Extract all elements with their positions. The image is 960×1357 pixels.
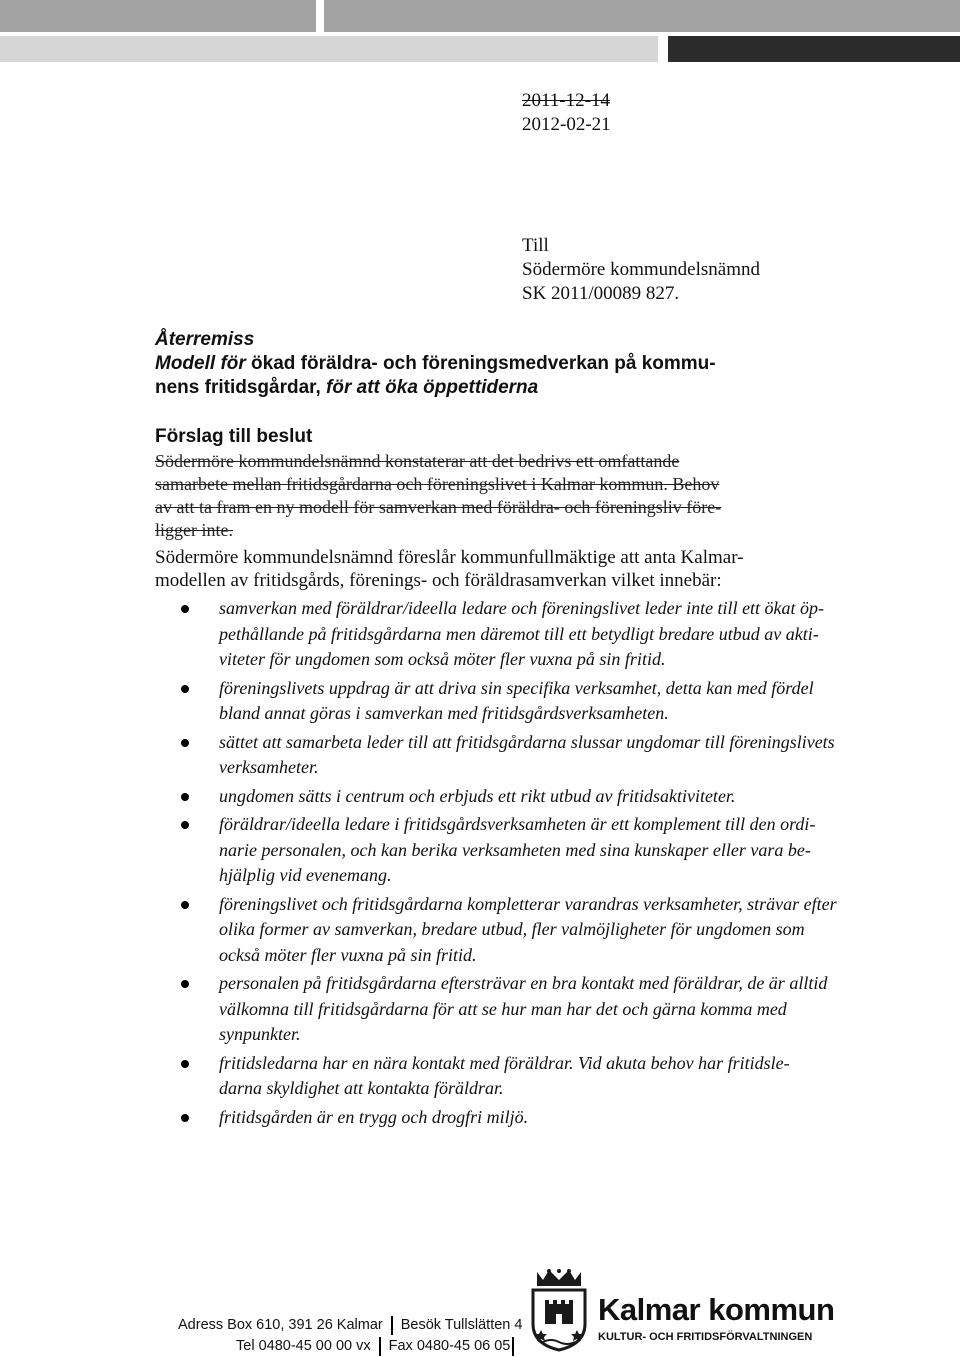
footer-contact: [178, 1315, 522, 1357]
footer-phone: Tel 0480-45 00 00 vx: [236, 1338, 371, 1354]
footer-row-2: [178, 1336, 522, 1357]
bullet-icon: [181, 793, 189, 801]
footer-address: Adress Box 610, 391 26 Kalmar: [178, 1317, 383, 1333]
list-item: föreningslivets uppdrag är att driva sin specifika verksamhet, detta kan med fördel bland annat göras i samverkan med fritidsgårdsverksamheten.: [155, 676, 825, 727]
bullet-icon: [181, 685, 189, 693]
bullet-icon: [181, 1114, 189, 1122]
list-item: ungdomen sätts i centrum och erbjuds ett rikt utbud av fritidsaktiviteter.: [155, 784, 825, 810]
list-item: föräldrar/ideella ledare i fritidsgårdsverksamheten är ett komplement till den ordi- narie personalen, och kan berika verksamheten med sina kunskaper eller vara be- hjälplig vid evenemang.: [155, 812, 825, 889]
title-line-3: nens fritidsgårdar, för att öka öppettiderna: [155, 377, 539, 398]
proposal-heading: Förslag till beslut: [155, 426, 313, 447]
proposal-paragraph: [155, 546, 815, 592]
footer-visit: Besök Tullslätten 4: [400, 1317, 523, 1333]
bullet-icon: [181, 605, 189, 613]
proposal-line: modellen av fritidsgårds, förenings- och föräldrasamverkan vilket innebär:: [155, 570, 722, 591]
bullet-icon: [181, 901, 189, 909]
struck-line: av att ta fram en ny modell för samverkan med föräldra- och föreningsliv före-: [155, 497, 722, 517]
bullet-icon: [181, 980, 189, 988]
footer-fax: Fax 0480-45 06 05: [388, 1338, 511, 1354]
header-bar-lower-light: [0, 36, 658, 62]
bullet-list: [155, 596, 837, 1133]
bullet-icon: [181, 739, 189, 747]
list-item: samverkan med föräldrar/ideella ledare och föreningslivet leder inte till ett ökat öp- pethållande på fritidsgårdarna men däremot till ett betydligt bredare utbud av akti- viteter för ungdomen som också möter fler vuxna på sin fritid.: [155, 596, 825, 673]
recipient-block: [522, 234, 760, 306]
list-item: fritidsgården är en trygg och drogfri miljö.: [155, 1105, 825, 1131]
list-item: föreningslivet och fritidsgårdarna kompletterar varandras verksamheter, strävar efter olika former av samverkan, bredare utbud, fler valmöjligheter för ungdomen som också möter fler vuxna på sin fritid.: [155, 892, 825, 969]
struck-line: samarbete mellan fritidsgårdarna och föreningslivet i Kalmar kommun. Behov: [155, 474, 720, 494]
new-date: 2012-02-21: [522, 114, 611, 135]
struck-line: Södermöre kommundelsnämnd konstaterar att det bedrivs ett omfattande: [155, 451, 680, 471]
document-title: [155, 328, 805, 400]
bullet-icon: [181, 821, 189, 829]
brand-name: Kalmar kommun: [598, 1292, 835, 1327]
title-line-2: Modell för ökad föräldra- och föreningsmedverkan på kommu-: [155, 353, 716, 374]
recipient-committee: Södermöre kommundelsnämnd: [522, 259, 760, 280]
old-date: 2011-12-14: [522, 90, 610, 111]
struck-paragraph: [155, 450, 815, 542]
bullet-icon: [181, 1060, 189, 1068]
footer-divider: [391, 1316, 393, 1335]
recipient-reference: SK 2011/00089 827.: [522, 283, 680, 304]
title-remiss: Återremiss: [155, 329, 255, 350]
footer-row-1: [178, 1315, 522, 1336]
proposal-line: Södermöre kommundelsnämnd föreslår kommunfullmäktige att anta Kalmar-: [155, 547, 744, 568]
footer-divider: [512, 1337, 514, 1356]
list-item: personalen på fritidsgårdarna eftersträvar en bra kontakt med föräldrar, de är alltid välkomna till fritidsgårdarna för att se hur man har det och gärna komma med synpunkter.: [155, 971, 825, 1048]
brand-department: KULTUR- OCH FRITIDSFÖRVALTNINGEN: [598, 1331, 813, 1343]
recipient-to: Till: [522, 235, 549, 256]
header-bar-left: [0, 0, 316, 32]
brand-block: [598, 1292, 834, 1344]
header-bar-lower-dark: [668, 36, 960, 62]
footer-divider: [379, 1337, 381, 1356]
list-item: fritidsledarna har en nära kontakt med föräldrar. Vid akuta behov har fritidsle- darna skyldighet att kontakta föräldrar.: [155, 1051, 825, 1102]
kalmar-coat-of-arms-icon: [527, 1268, 591, 1352]
struck-line: ligger inte.: [155, 520, 233, 540]
header-bar-right: [324, 0, 960, 32]
list-item: sättet att samarbeta leder till att fritidsgårdarna slussar ungdomar till föreningslivets verksamheter.: [155, 730, 825, 781]
